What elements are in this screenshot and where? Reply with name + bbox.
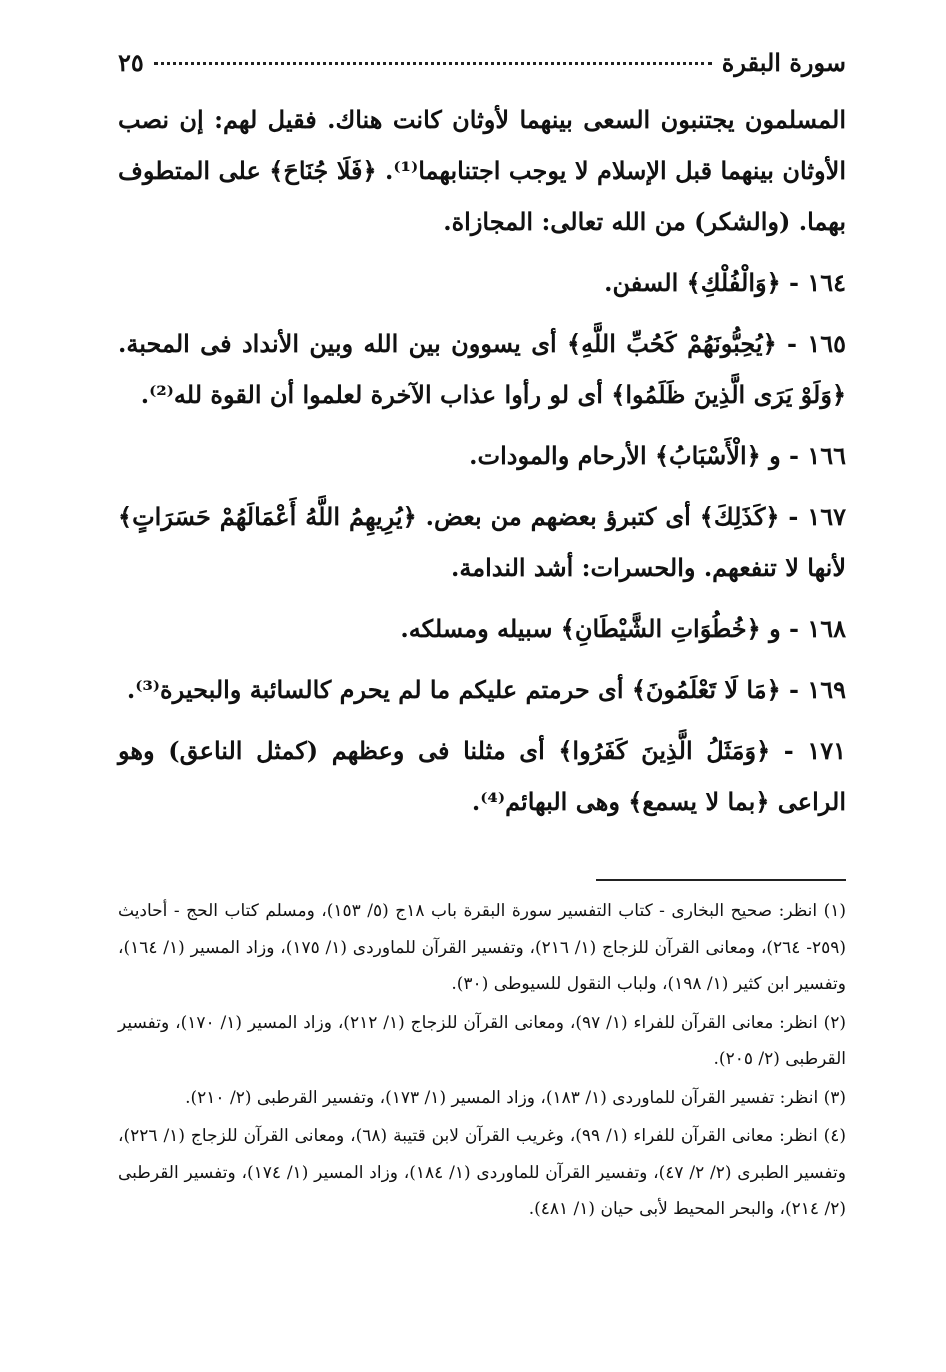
footnote-divider: [596, 879, 846, 881]
footnote-4: (٤) انظر: معانى القرآن للفراء (١/ ٩٩)، وغريب القرآن لابن قتيبة (٦٨)، ومعانى القرآن للزجاج (١/ ٢٢٦)، وتفسير الطبرى (٢/ ٢/ ٤٧)، وتفسير القرآن للماوردى (١/ ١٨٤)، وزاد المسير (١/ ١٧٤)، وتفسير القرطبى (٢/ ٢١٤)، والبحر المحيط لأبى حيان (١/ ٤٨١).: [118, 1126, 846, 1219]
entry-167: ١٦٧ - ﴿كَذَلِكَ﴾ أى كتبرؤ بعضهم من بعض. ﴿يُرِيهِمُ اللَّهُ أَعْمَالَهُمْ حَسَرَاتٍ﴾ لأنها لا تنفعهم. والحسرات: أشد الندامة.: [118, 502, 846, 582]
surah-title: سورة البقرة: [721, 48, 846, 77]
page-header: [118, 48, 846, 94]
entry-168: ١٦٨ - و ﴿خُطُوَاتِ الشَّيْطَانِ﴾ سبيله ومسلكه.: [400, 614, 846, 643]
footnote-2: (٢) انظر: معانى القرآن للفراء (١/ ٩٧)، ومعانى القرآن للزجاج (١/ ٢١٢)، وزاد المسير (١/ ١٧٠)، وتفسير القرطبى (٢/ ٢٠٥).: [118, 1012, 846, 1069]
entry-166: ١٦٦ - و ﴿الْأَسْبَابُ﴾ الأرحام والمودات.: [469, 441, 846, 470]
entry-165: ١٦٥ - ﴿يُحِبُّونَهُمْ كَحُبِّ اللَّهِ﴾ أى يسوون بين الله وبين الأنداد فى المحبة. ﴿وَلَوْ يَرَى الَّذِينَ ظَلَمُوا﴾ أى لو رأوا عذاب الآخرة لعلموا أن القوة لله⁽²⁾.: [118, 329, 846, 409]
book-page: [118, 48, 846, 1230]
dotted-leader: [154, 62, 712, 65]
footnote-3: (٣) انظر: تفسير القرآن للماوردى (١/ ١٨٣)، وزاد المسير (١/ ١٧٣)، وتفسير القرطبى (٢/ ٢١٠).: [185, 1087, 846, 1108]
entry-171: ١٧١ - ﴿وَمَثَلُ الَّذِينَ كَفَرُوا﴾ أى مثلنا فى وعظهم (كمثل الناعق) وهو الراعى ﴿بما لا يسمع﴾ وهى البهائم⁽⁴⁾.: [118, 736, 846, 816]
main-text: [118, 94, 846, 827]
intro-paragraph: المسلمون يجتنبون السعى بينهما لأوثان كانت هناك. فقيل لهم: إن نصب الأوثان بينهما قبل الإسلام لا يوجب اجتنابهما⁽¹⁾. ﴿فَلَا جُنَاحَ﴾ على المتطوف بهما. (والشكر) من الله تعالى: المجازاة.: [118, 105, 846, 236]
footnote-1: (١) انظر: صحيح البخارى - كتاب التفسير سورة البقرة باب ١٨ج (٥/ ١٥٣)، ومسلم كتاب الحج - أحاديث (٢٥٩- ٢٦٤)، ومعانى القرآن للزجاج (١/ ٢١٦)، وتفسير القرآن للماوردى (١/ ١٧٥)، وزاد المسير (١/ ١٦٤)، وتفسير ابن كثير (١/ ١٩٨)، ولباب النقول للسيوطى (٣٠).: [118, 901, 847, 994]
entry-164: ١٦٤ - ﴿وَالْفُلْكِ﴾ السفن.: [604, 268, 846, 297]
footnotes: [118, 893, 846, 1228]
page-number: ٢٥: [118, 48, 144, 77]
entry-169: ١٦٩ - ﴿مَا لَا تَعْلَمُونَ﴾ أى حرمتم عليكم ما لم يحرم كالسائبة والبحيرة⁽³⁾.: [126, 675, 846, 704]
